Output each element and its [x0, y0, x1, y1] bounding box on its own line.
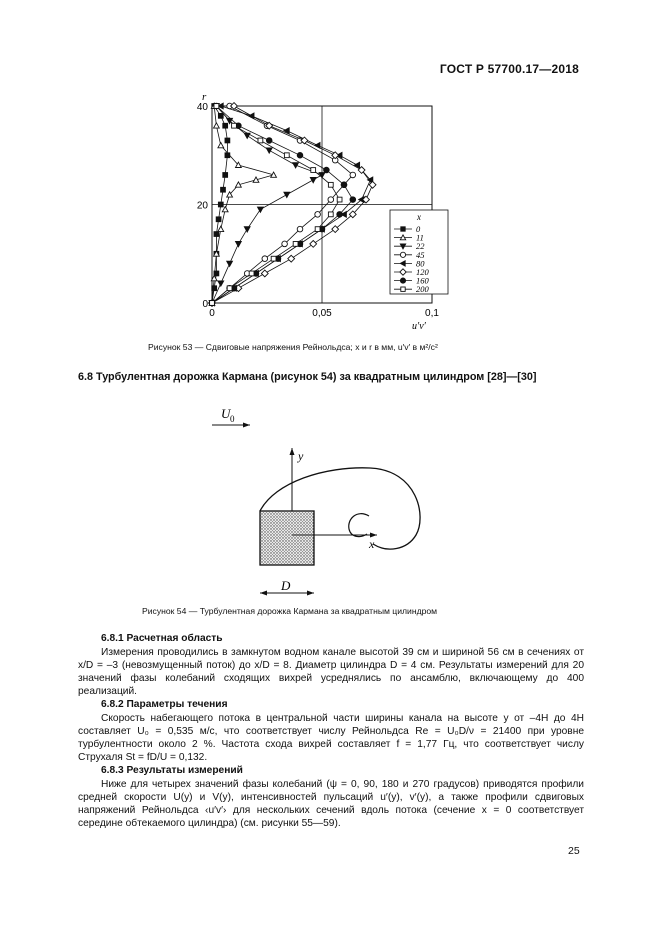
data-point — [218, 226, 224, 231]
section-6-8-2-text: Скорость набегающего потока в центральной части ширины канала на высоте y от –4H до 4H составляет U₀ = 0,535 м/с, что соответствует числу Рейнольдса Re = U₀D/ν = 21400 при уровне турбулентности около 2 %. Частота схода вихрей составляет f = 1,77 Гц, что соответствует числу Струхаля St = fD/U = 0,132. — [78, 713, 584, 764]
legend-label: 80 — [416, 258, 425, 269]
y-axis-arrow — [290, 448, 295, 455]
data-point — [297, 152, 303, 158]
legend-label: 11 — [416, 232, 424, 243]
y-tick-label: 40 — [196, 102, 208, 113]
data-point — [266, 138, 272, 144]
square-cylinder — [260, 511, 314, 565]
data-point — [258, 207, 264, 212]
y-axis-label: r — [202, 91, 207, 103]
section-6-8-1-text: Измерения проводились в замкнутом водном канале высотой 39 см и шириной 56 см в сечениях от x/D = –3 (невозмущенный поток) до x/D = 8. Диаметр цилиндра D = 4 см. Результаты измерений для 20 значений фазы колебаний сходящих вихрей усреднялись по ансамблю, включающему до 400 реализаций. — [78, 647, 584, 698]
data-point — [214, 123, 220, 128]
legend-label: 120 — [416, 267, 429, 277]
data-point — [350, 172, 356, 178]
y-tick-label: 20 — [196, 200, 208, 212]
vortex-inner-curve — [349, 514, 369, 537]
legend-label: 160 — [416, 275, 429, 286]
data-point — [350, 197, 356, 203]
data-point — [293, 242, 298, 247]
legend-marker — [400, 252, 405, 257]
data-point — [337, 212, 343, 218]
data-point — [249, 271, 254, 276]
figure-53-caption: Рисунок 53 — Сдвиговые напряжения Рейнольдса; x и r в мм, u′v′ в м²/с² — [148, 342, 438, 352]
data-point — [214, 104, 219, 109]
legend-marker — [401, 287, 405, 291]
data-point — [311, 168, 316, 173]
legend-title: x — [417, 212, 421, 222]
reynolds-stress-chart — [180, 86, 450, 342]
data-point — [310, 177, 316, 182]
data-point — [324, 167, 330, 173]
data-point — [232, 123, 237, 128]
d-arrow-right — [307, 591, 314, 596]
data-point — [328, 197, 334, 203]
karman-street-diagram — [195, 408, 435, 598]
legend-marker — [400, 278, 405, 283]
legend-label: 200 — [416, 284, 429, 295]
y-axis-label: y — [298, 449, 304, 463]
data-point — [221, 187, 226, 192]
data-point — [223, 123, 228, 128]
data-point — [261, 270, 268, 277]
data-point — [212, 286, 217, 291]
data-point — [369, 181, 376, 188]
section-6-8-3-title: 6.8.3 Результаты измерений — [101, 765, 243, 776]
data-point — [266, 148, 272, 153]
data-point — [223, 173, 228, 178]
data-point — [218, 143, 224, 148]
data-point — [328, 212, 333, 217]
data-point — [244, 227, 250, 232]
document-id-header: ГОСТ Р 57700.17—2018 — [439, 62, 579, 76]
data-point — [293, 163, 299, 168]
data-point — [337, 197, 342, 202]
data-point — [271, 256, 276, 261]
figure-54-caption: Рисунок 54 — Турбулентная дорожка Кармана за квадратным цилиндром — [142, 606, 438, 616]
data-point — [284, 153, 289, 158]
legend-label: 0 — [416, 224, 421, 234]
data-point — [218, 113, 223, 118]
section-6-8-3-text: Ниже для четырех значений фазы колебаний (ψ = 0, 90, 180 и 270 градусов) приводятся профили средней скорости U(y) и V(y), интенсивностей пульсаций u′(y), v′(y), а также профили сдвиговых напряжений Рейнольдса ‹u′v′› для нескольких сечений вдоль потока (сечение x = 0 соответствует середине обтекаемого цилиндра) (см. рисунки 55—59). — [78, 779, 584, 830]
data-point — [262, 256, 268, 262]
section-6-8-title: 6.8 Турбулентная дорожка Кармана (рисунок 54) за квадратным цилиндром [28]—[30] — [78, 371, 537, 383]
data-point — [216, 217, 221, 222]
data-point — [315, 227, 320, 232]
x-axis-label: x — [369, 537, 375, 551]
section-6-8-1-title: 6.8.1 Расчетная область — [101, 633, 223, 644]
data-point — [297, 226, 303, 232]
data-point — [288, 255, 295, 262]
x-axis-label: u′v′ — [412, 321, 426, 332]
data-point — [284, 192, 290, 197]
d-label: D — [281, 578, 291, 593]
x-tick-label: 0,1 — [425, 308, 439, 319]
data-point — [225, 138, 230, 143]
y-tick-label: 0 — [202, 299, 208, 310]
data-point — [227, 286, 232, 291]
data-point — [310, 241, 317, 248]
section-6-8-2-title: 6.8.2 Параметры течения — [101, 699, 228, 710]
x-tick-label: 0 — [209, 308, 215, 319]
flow-arrow-head — [243, 423, 250, 428]
data-point — [210, 301, 215, 306]
legend-label: 22 — [416, 241, 425, 252]
u0-label: U — [221, 408, 231, 421]
u0-subscript: 0 — [230, 414, 235, 424]
legend-label: 45 — [416, 249, 425, 260]
data-point — [282, 241, 288, 247]
x-tick-label: 0,05 — [312, 308, 332, 319]
data-point — [218, 281, 224, 286]
page-number: 25 — [568, 845, 580, 857]
data-point — [328, 182, 333, 187]
d-arrow-left — [260, 591, 267, 596]
data-point — [332, 152, 339, 159]
chart-legend — [390, 210, 448, 294]
data-point — [236, 242, 242, 247]
data-point — [258, 138, 263, 143]
data-point — [218, 202, 223, 207]
data-point — [341, 182, 347, 188]
data-point — [315, 212, 321, 218]
data-point — [227, 261, 233, 266]
data-point — [214, 232, 219, 237]
legend-marker — [401, 227, 405, 231]
